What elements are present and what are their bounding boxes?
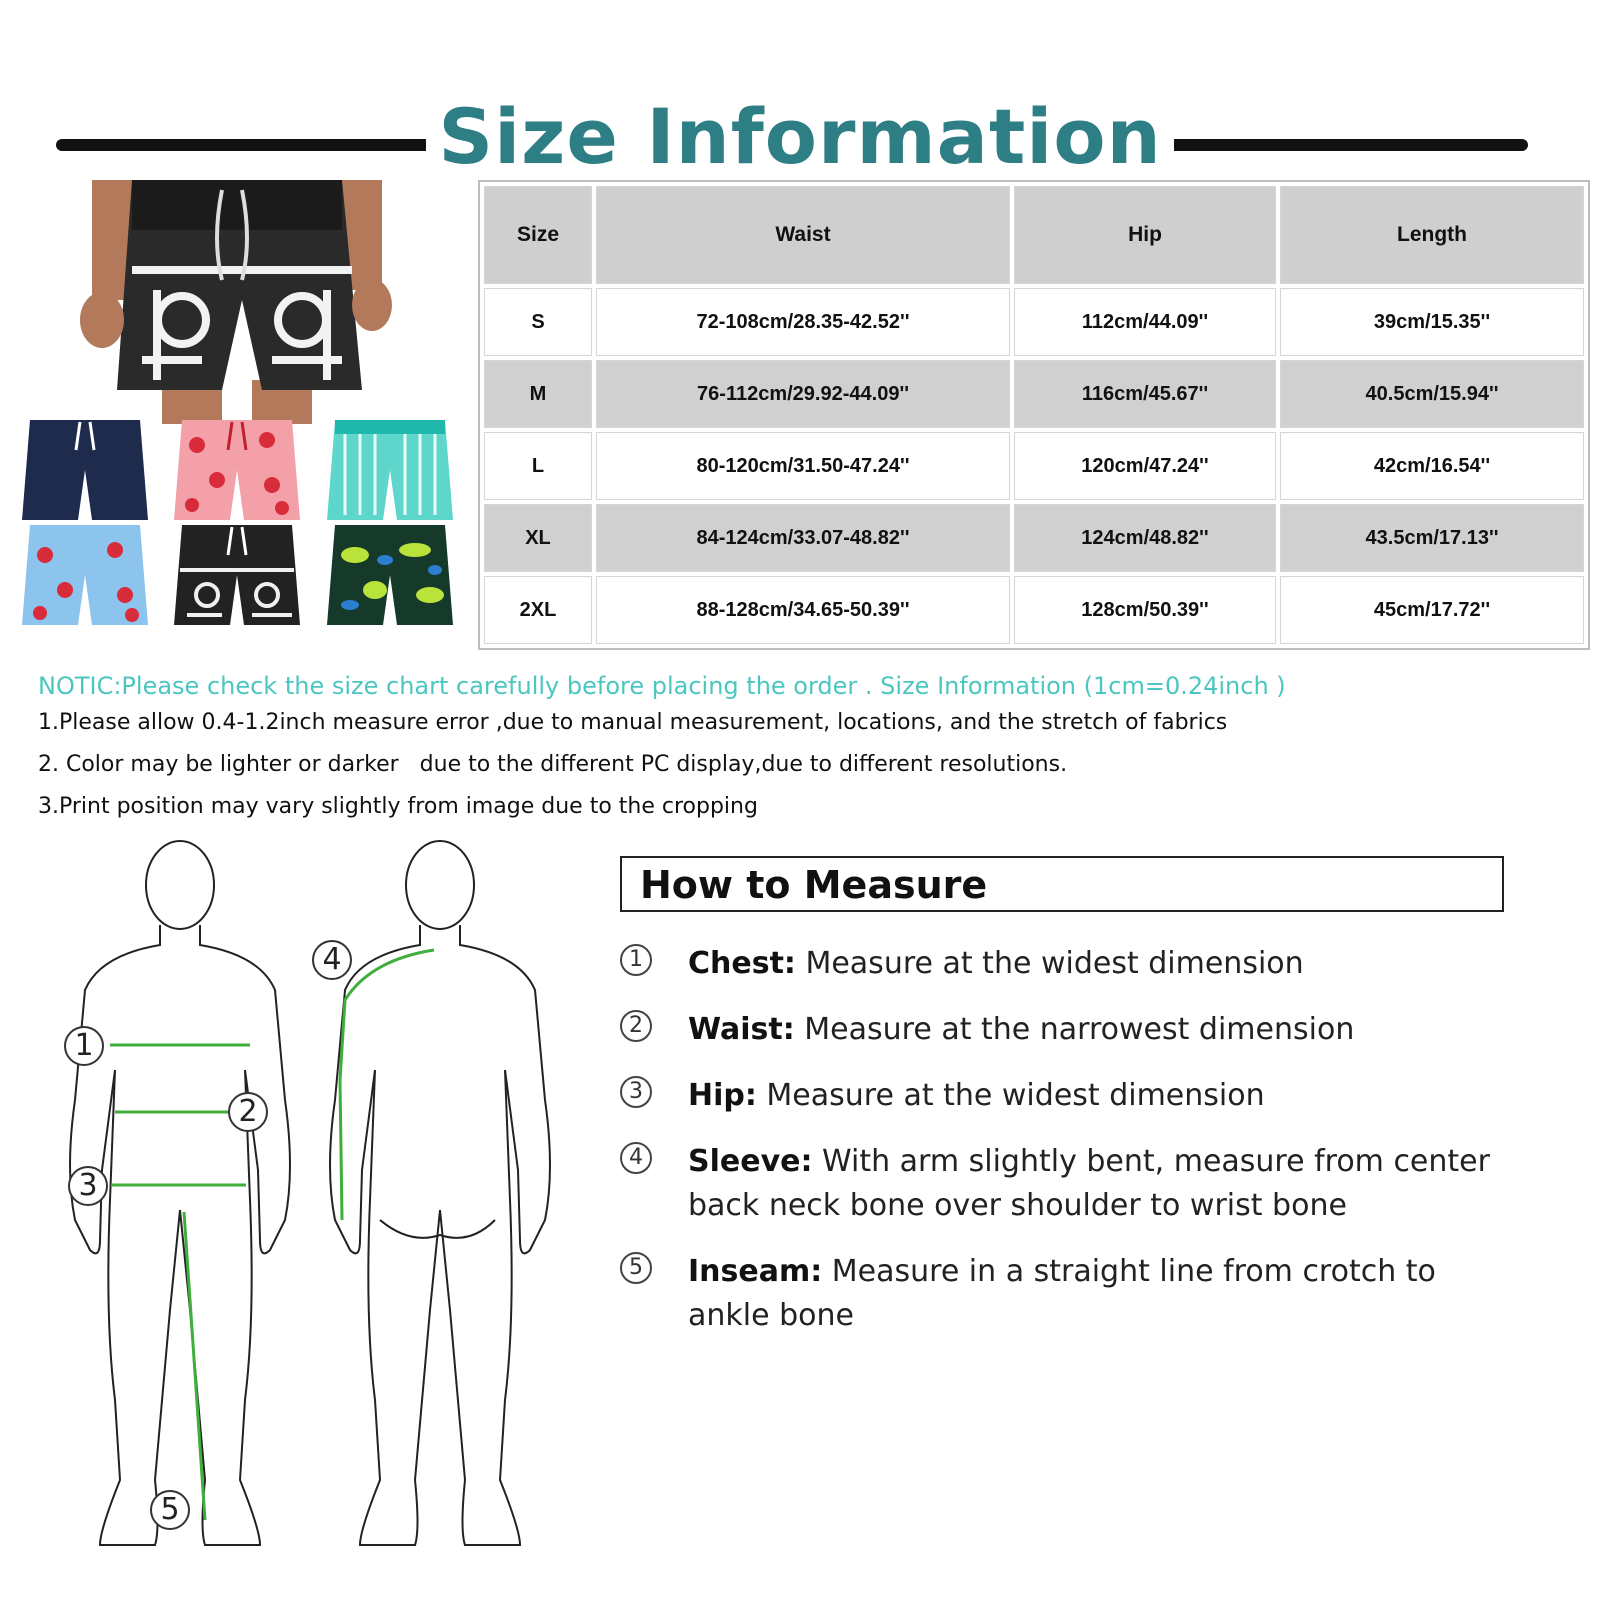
size-table-header: Length bbox=[1280, 186, 1584, 284]
how-to-measure-title: How to Measure bbox=[640, 863, 988, 907]
measure-number: 5 bbox=[620, 1252, 652, 1284]
length-cell: 42cm/16.54'' bbox=[1280, 432, 1584, 500]
size-cell: 2XL bbox=[484, 576, 592, 644]
size-table-row bbox=[484, 432, 1584, 500]
size-cell: L bbox=[484, 432, 592, 500]
note-line-3: 3.Print position may vary slightly from image due to the cropping bbox=[38, 794, 758, 819]
measure-term: Inseam: bbox=[688, 1254, 823, 1289]
length-cell: 43.5cm/17.13'' bbox=[1280, 504, 1584, 572]
measure-text bbox=[688, 942, 1518, 986]
hip-cell: 112cm/44.09'' bbox=[1014, 288, 1276, 356]
product-thumb-blue-apple bbox=[20, 525, 150, 625]
measure-number: 3 bbox=[620, 1076, 652, 1108]
size-notice: NOTIC:Please check the size chart carefully before placing the order . Size Information (1cm=0.24inch ) bbox=[38, 672, 1286, 700]
size-table-header: Size bbox=[484, 186, 592, 284]
hip-cell: 120cm/47.24'' bbox=[1014, 432, 1276, 500]
measure-desc: Measure at the widest dimension bbox=[795, 946, 1304, 981]
measure-desc: Measure at the widest dimension bbox=[756, 1078, 1265, 1113]
measure-text bbox=[688, 1074, 1518, 1118]
callout-2: 2 bbox=[228, 1092, 268, 1132]
measure-term: Hip: bbox=[688, 1078, 757, 1113]
measure-number: 4 bbox=[620, 1142, 652, 1174]
note-line-2: 2. Color may be lighter or darker due to the different PC display,due to different resolutions. bbox=[38, 752, 1068, 777]
size-cell: XL bbox=[484, 504, 592, 572]
measure-text bbox=[688, 1140, 1518, 1228]
size-cell: S bbox=[484, 288, 592, 356]
size-table-row bbox=[484, 288, 1584, 356]
product-thumb-navy bbox=[20, 420, 150, 520]
size-table-header-row bbox=[484, 186, 1584, 284]
length-cell: 39cm/15.35'' bbox=[1280, 288, 1584, 356]
callout-4: 4 bbox=[312, 940, 352, 980]
measure-number: 1 bbox=[620, 944, 652, 976]
waist-cell: 88-128cm/34.65-50.39'' bbox=[596, 576, 1010, 644]
length-cell: 45cm/17.72'' bbox=[1280, 576, 1584, 644]
size-table bbox=[480, 182, 1588, 648]
callout-3: 3 bbox=[68, 1166, 108, 1206]
page-title-text: Size Information bbox=[426, 92, 1173, 181]
measure-desc: Measure at the narrowest dimension bbox=[794, 1012, 1355, 1047]
product-thumb-teal-stripe bbox=[325, 420, 455, 520]
front-body-figure bbox=[60, 840, 300, 1570]
size-table-header: Waist bbox=[596, 186, 1010, 284]
waist-cell: 76-112cm/29.92-44.09'' bbox=[596, 360, 1010, 428]
product-thumb-tie-dye bbox=[325, 525, 455, 625]
hip-cell: 116cm/45.67'' bbox=[1014, 360, 1276, 428]
length-cell: 40.5cm/15.94'' bbox=[1280, 360, 1584, 428]
measure-text bbox=[688, 1250, 1518, 1338]
page-title bbox=[0, 92, 1600, 182]
measure-term: Waist: bbox=[688, 1012, 795, 1047]
product-thumb-pink-apple bbox=[172, 420, 302, 520]
callout-5: 5 bbox=[150, 1490, 190, 1530]
back-body-figure bbox=[320, 840, 560, 1570]
measure-desc: Measure in a straight line from crotch to ankle bone bbox=[688, 1254, 1446, 1333]
measure-desc: With arm slightly bent, measure from center back neck bone over shoulder to wrist bone bbox=[688, 1144, 1500, 1223]
hip-cell: 128cm/50.39'' bbox=[1014, 576, 1276, 644]
note-line-1: 1.Please allow 0.4-1.2inch measure error ,due to manual measurement, locations, and the stretch of fabrics bbox=[38, 710, 1228, 735]
measure-text bbox=[688, 1008, 1518, 1052]
size-cell: M bbox=[484, 360, 592, 428]
product-thumb-black-pattern bbox=[172, 525, 302, 625]
size-table-row bbox=[484, 576, 1584, 644]
measure-term: Sleeve: bbox=[688, 1144, 813, 1179]
product-hero-image bbox=[72, 180, 392, 424]
waist-cell: 80-120cm/31.50-47.24'' bbox=[596, 432, 1010, 500]
waist-cell: 72-108cm/28.35-42.52'' bbox=[596, 288, 1010, 356]
size-table-row bbox=[484, 360, 1584, 428]
hip-cell: 124cm/48.82'' bbox=[1014, 504, 1276, 572]
callout-1: 1 bbox=[64, 1026, 104, 1066]
size-table-header: Hip bbox=[1014, 186, 1276, 284]
size-table-row bbox=[484, 504, 1584, 572]
how-to-measure-box bbox=[620, 856, 1504, 912]
waist-cell: 84-124cm/33.07-48.82'' bbox=[596, 504, 1010, 572]
measure-number: 2 bbox=[620, 1010, 652, 1042]
measure-term: Chest: bbox=[688, 946, 796, 981]
